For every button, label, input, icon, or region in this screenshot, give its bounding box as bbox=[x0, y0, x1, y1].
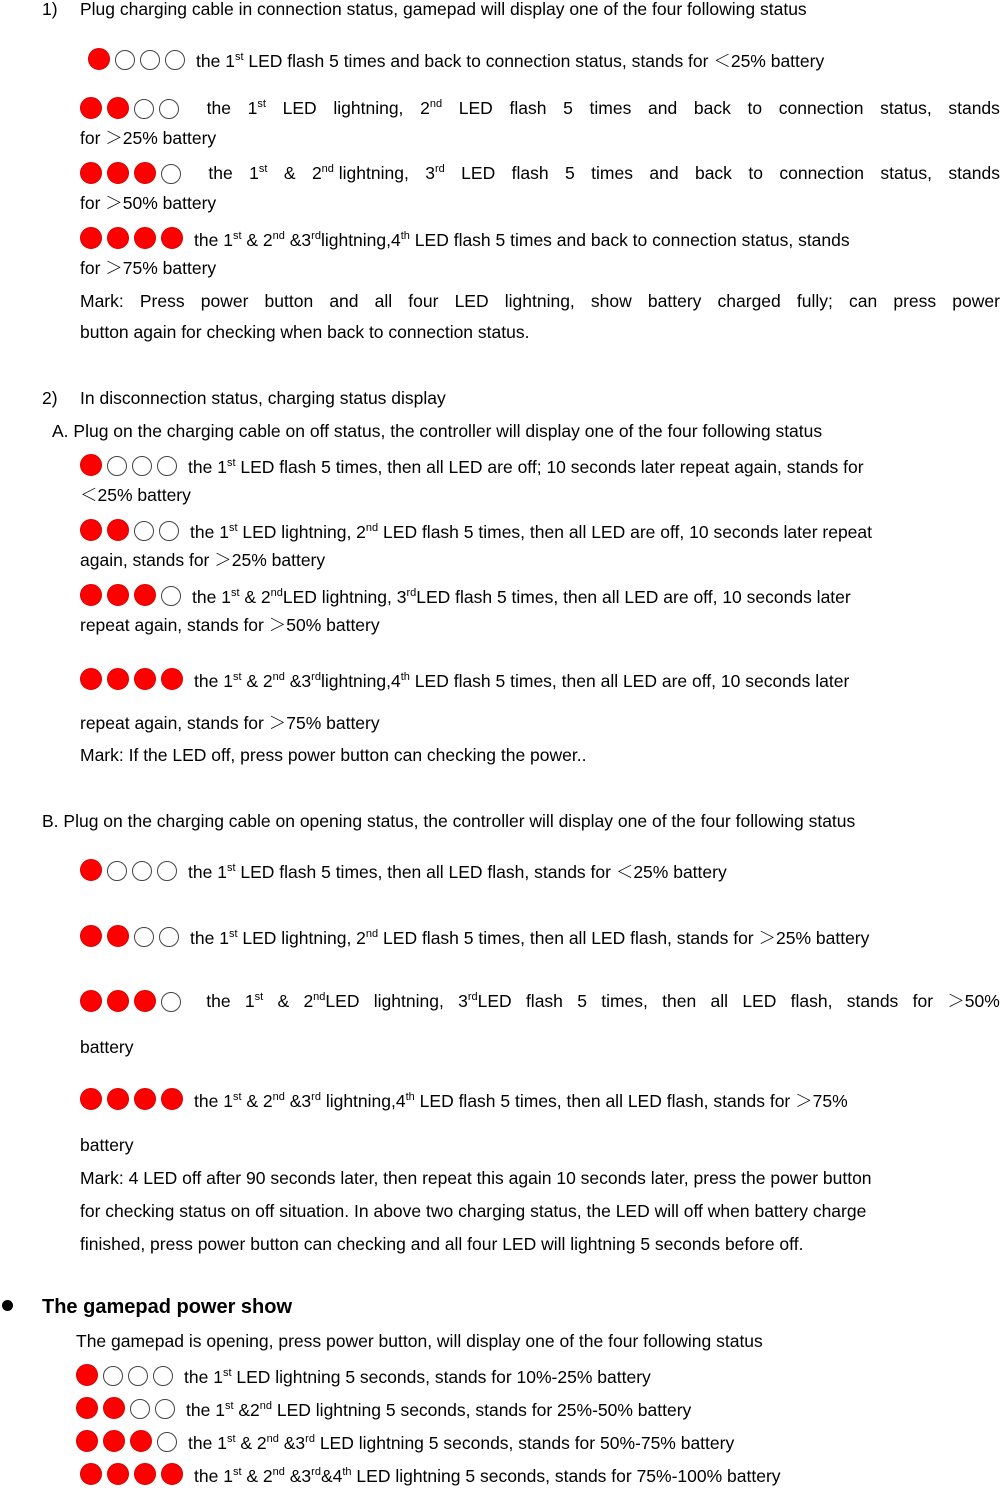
led-on-icon bbox=[80, 668, 102, 690]
s1-item-3-cont: for ＞50% battery bbox=[80, 193, 217, 213]
a-item-1 bbox=[80, 454, 864, 481]
status-description: the 1st &2nd LED lightning 5 seconds, stands for 25%-50% battery bbox=[186, 1400, 692, 1420]
led-on-icon bbox=[107, 1463, 129, 1485]
status-word: 5 bbox=[563, 98, 573, 118]
led-off-icon bbox=[132, 456, 152, 476]
status-description: the 1st & 2nd &3rdlightning,4th LED flash 5 times and back to connection status, stands bbox=[194, 230, 850, 250]
status-word: back bbox=[694, 163, 732, 183]
status-word: flash bbox=[525, 991, 563, 1011]
bullet-icon bbox=[2, 1300, 13, 1311]
b-mark-line-3: finished, press power button can checking and all four LED will lightning 5 seconds before off. bbox=[80, 1234, 804, 1254]
part-a-title: A. Plug on the charging cable on off status, the controller will display one of the four following status bbox=[52, 421, 823, 441]
status-word: the bbox=[206, 98, 231, 118]
led-off-icon bbox=[140, 50, 160, 70]
p-item-1 bbox=[76, 1364, 651, 1391]
mark-word: fully; bbox=[796, 291, 833, 311]
status-word: LED bbox=[742, 991, 777, 1011]
led-on-icon bbox=[134, 162, 156, 184]
status-word: flash, bbox=[790, 991, 833, 1011]
mark-word: button bbox=[264, 291, 314, 311]
b-item-3-cont: battery bbox=[80, 1037, 134, 1057]
led-indicator-group bbox=[80, 925, 184, 952]
led-indicator-group bbox=[80, 519, 184, 546]
led-on-icon bbox=[134, 227, 156, 249]
p-item-4 bbox=[80, 1463, 781, 1490]
led-indicator-group bbox=[80, 668, 188, 695]
a-item-2 bbox=[80, 519, 872, 546]
led-indicator-group bbox=[88, 48, 190, 75]
status-word: LED bbox=[461, 163, 496, 183]
status-word: status, bbox=[880, 98, 932, 118]
status-description: the 1st LED flash 5 times and back to connection status, stands for ＜25% battery bbox=[196, 51, 825, 71]
b-item-1 bbox=[80, 859, 727, 886]
led-on-icon bbox=[134, 584, 156, 606]
s1-item-2 bbox=[80, 97, 1000, 124]
a-item-3 bbox=[80, 584, 851, 611]
led-on-icon bbox=[80, 519, 102, 541]
mark-word: show bbox=[590, 291, 632, 311]
status-description: the 1st LED lightning, 2nd LED flash 5 times, then all LED are off, 10 seconds later repeat bbox=[190, 522, 873, 542]
status-word: to bbox=[747, 98, 763, 118]
a-item-3-cont: repeat again, stands for ＞50% battery bbox=[80, 615, 380, 635]
led-off-icon bbox=[157, 456, 177, 476]
led-indicator-group bbox=[80, 859, 182, 886]
led-on-icon bbox=[134, 1088, 156, 1110]
status-word: and bbox=[649, 163, 679, 183]
a-item-4-cont: repeat again, stands for ＞75% battery bbox=[80, 713, 380, 733]
b-mark-line-2: for checking status on off situation. In above two charging status, the LED will off when battery charge bbox=[80, 1201, 867, 1221]
led-indicator-group bbox=[80, 990, 186, 1017]
status-word: LED bbox=[458, 98, 493, 118]
b-item-3 bbox=[80, 990, 1000, 1017]
status-word: 3rd bbox=[425, 163, 445, 183]
led-off-icon bbox=[155, 1399, 175, 1419]
status-word: stands bbox=[846, 991, 899, 1011]
status-word: the bbox=[206, 991, 231, 1011]
mark-word: LED bbox=[454, 291, 489, 311]
led-on-icon bbox=[80, 454, 102, 476]
led-on-icon bbox=[161, 1088, 183, 1110]
s1-item-4-cont: for ＞75% battery bbox=[80, 258, 217, 278]
led-on-icon bbox=[107, 519, 129, 541]
status-word: and bbox=[648, 98, 678, 118]
status-word: 3rdLED bbox=[458, 991, 512, 1011]
status-word: & bbox=[283, 163, 296, 183]
power-show-intro: The gamepad is opening, press power button, will display one of the four following status bbox=[76, 1331, 763, 1351]
led-on-icon bbox=[76, 1430, 98, 1452]
s1-item-3 bbox=[80, 162, 1000, 189]
led-on-icon bbox=[103, 1397, 125, 1419]
led-off-icon bbox=[159, 99, 179, 119]
s1-item-2-cont: for ＞25% battery bbox=[80, 128, 217, 148]
a-item-4 bbox=[80, 668, 849, 695]
a-mark: Mark: If the LED off, press power button can checking the power.. bbox=[80, 745, 587, 765]
led-off-icon bbox=[132, 861, 152, 881]
b-item-4-cont: battery bbox=[80, 1135, 134, 1155]
led-on-icon bbox=[80, 1463, 102, 1485]
status-word: 1st bbox=[249, 163, 268, 183]
p-item-2 bbox=[76, 1397, 691, 1424]
status-word: lightning, bbox=[333, 98, 404, 118]
led-indicator-group bbox=[80, 1088, 188, 1115]
led-on-icon bbox=[80, 584, 102, 606]
b-mark-line-1: Mark: 4 LED off after 90 seconds later, then repeat this again 10 seconds later, press the power button bbox=[80, 1168, 872, 1188]
status-description: the 1st LED lightning, 2nd LED flash 5 times, then all LED flash, stands for ＞25% battery bbox=[190, 928, 870, 948]
led-off-icon bbox=[134, 521, 154, 541]
led-off-icon bbox=[159, 521, 179, 541]
led-off-icon bbox=[161, 992, 181, 1012]
led-off-icon bbox=[128, 1366, 148, 1386]
led-on-icon bbox=[107, 925, 129, 947]
led-on-icon bbox=[80, 97, 102, 119]
led-indicator-group bbox=[80, 454, 182, 481]
status-word: 1st bbox=[247, 98, 266, 118]
status-word: 5 bbox=[565, 163, 575, 183]
led-indicator-group bbox=[76, 1430, 182, 1457]
status-word: flash bbox=[509, 98, 547, 118]
led-on-icon bbox=[107, 162, 129, 184]
section-2-number: 2) bbox=[42, 388, 58, 408]
mark-word: power bbox=[200, 291, 249, 311]
power-show-heading: The gamepad power show bbox=[42, 1296, 293, 1318]
status-word: times bbox=[589, 98, 632, 118]
mark-word: four bbox=[408, 291, 439, 311]
led-on-icon bbox=[80, 990, 102, 1012]
led-on-icon bbox=[107, 584, 129, 606]
status-word: stands bbox=[948, 98, 1000, 118]
led-off-icon bbox=[134, 927, 154, 947]
status-word: times, bbox=[601, 991, 648, 1011]
mark-word: press bbox=[893, 291, 937, 311]
led-off-icon bbox=[159, 927, 179, 947]
status-word: flash bbox=[511, 163, 549, 183]
led-on-icon bbox=[107, 668, 129, 690]
b-item-2 bbox=[80, 925, 869, 952]
led-on-icon bbox=[134, 668, 156, 690]
led-on-icon bbox=[76, 1397, 98, 1419]
mark-word: power bbox=[952, 291, 1000, 311]
led-off-icon bbox=[103, 1366, 123, 1386]
led-on-icon bbox=[80, 162, 102, 184]
led-on-icon bbox=[161, 668, 183, 690]
part-b-title: B. Plug on the charging cable on opening status, the controller will display one of the four following status bbox=[42, 811, 856, 831]
status-description: the 1st & 2nd &3rdlightning,4th LED flash 5 times, then all LED are off, 10 seconds later bbox=[194, 671, 850, 691]
status-description: the 1st & 2nd &3rd&4th LED lightning 5 seconds, stands for 75%-100% battery bbox=[194, 1466, 781, 1486]
led-off-icon bbox=[161, 586, 181, 606]
b-item-4 bbox=[80, 1088, 848, 1115]
led-off-icon bbox=[157, 1432, 177, 1452]
status-word: the bbox=[208, 163, 233, 183]
status-word: LED bbox=[282, 98, 317, 118]
status-description: the 1st & 2nd &3rd LED lightning 5 seconds, stands for 50%-75% battery bbox=[188, 1433, 735, 1453]
p-item-3 bbox=[76, 1430, 734, 1457]
led-off-icon bbox=[134, 99, 154, 119]
led-on-icon bbox=[80, 859, 102, 881]
section-2-title: In disconnection status, charging status display bbox=[80, 388, 446, 408]
status-word: 2nd bbox=[420, 98, 443, 118]
s1-item-4 bbox=[80, 227, 850, 254]
status-word: back bbox=[693, 98, 731, 118]
a-item-2-cont: again, stands for ＞25% battery bbox=[80, 550, 326, 570]
status-word: lightning, bbox=[373, 991, 444, 1011]
status-description: the 1st & 2ndLED lightning, 3rdLED flash 5 times, then all LED are off, 10 seconds later bbox=[192, 587, 851, 607]
status-word: to bbox=[748, 163, 763, 183]
status-word: connection bbox=[779, 163, 865, 183]
mark-word: can bbox=[849, 291, 878, 311]
led-off-icon bbox=[157, 861, 177, 881]
mark-word: Press bbox=[139, 291, 185, 311]
led-on-icon bbox=[107, 990, 129, 1012]
section-1-number: 1) bbox=[42, 0, 58, 19]
led-indicator-group bbox=[76, 1364, 178, 1391]
led-on-icon bbox=[161, 1463, 183, 1485]
led-on-icon bbox=[103, 1430, 125, 1452]
mark-word: all bbox=[374, 291, 393, 311]
led-indicator-group bbox=[76, 1397, 180, 1424]
led-on-icon bbox=[80, 227, 102, 249]
status-word: stands bbox=[948, 163, 1000, 183]
led-off-icon bbox=[153, 1366, 173, 1386]
led-on-icon bbox=[134, 990, 156, 1012]
mark-word: lightning, bbox=[504, 291, 575, 311]
status-word: then bbox=[662, 991, 697, 1011]
led-indicator-group bbox=[80, 162, 186, 189]
s1-item-1 bbox=[88, 48, 824, 75]
status-word: times bbox=[591, 163, 633, 183]
mark-word: and bbox=[329, 291, 359, 311]
s1-mark-line-1 bbox=[80, 290, 1000, 312]
led-off-icon bbox=[107, 861, 127, 881]
status-word: connection bbox=[778, 98, 864, 118]
a-item-1-cont: ＜25% battery bbox=[80, 485, 191, 505]
mark-word: charged bbox=[717, 291, 781, 311]
led-on-icon bbox=[130, 1430, 152, 1452]
led-on-icon bbox=[76, 1364, 98, 1386]
led-indicator-group bbox=[80, 1463, 188, 1490]
status-description: the 1st LED flash 5 times, then all LED flash, stands for ＜25% battery bbox=[188, 862, 727, 882]
s1-mark-line-2: button again for checking when back to connection status. bbox=[80, 322, 530, 342]
status-word: for bbox=[912, 991, 934, 1011]
status-word: status, bbox=[880, 163, 932, 183]
led-on-icon bbox=[161, 227, 183, 249]
mark-word: battery bbox=[647, 291, 702, 311]
led-on-icon bbox=[107, 227, 129, 249]
led-on-icon bbox=[107, 97, 129, 119]
led-indicator-group bbox=[80, 97, 184, 124]
led-off-icon bbox=[130, 1399, 150, 1419]
status-description: the 1st & 2nd &3rd lightning,4th LED flash 5 times, then all LED flash, stands for ＞75% bbox=[194, 1091, 848, 1111]
section-1-title: Plug charging cable in connection status, gamepad will display one of the four following status bbox=[80, 0, 807, 19]
led-indicator-group bbox=[80, 584, 186, 611]
led-off-icon bbox=[107, 456, 127, 476]
status-word: 5 bbox=[577, 991, 587, 1011]
led-on-icon bbox=[134, 1463, 156, 1485]
status-word: 2ndLED bbox=[303, 991, 360, 1011]
status-description: the 1st LED flash 5 times, then all LED are off; 10 seconds later repeat again, stands for bbox=[188, 457, 864, 477]
status-word: all bbox=[710, 991, 729, 1011]
led-on-icon bbox=[88, 48, 110, 70]
status-description: the 1st LED lightning 5 seconds, stands for 10%-25% battery bbox=[184, 1367, 651, 1387]
led-on-icon bbox=[80, 1088, 102, 1110]
led-off-icon bbox=[161, 164, 181, 184]
status-word: ＞50% bbox=[947, 991, 1000, 1011]
status-word: 1st bbox=[244, 991, 264, 1011]
led-on-icon bbox=[80, 925, 102, 947]
led-on-icon bbox=[107, 1088, 129, 1110]
led-off-icon bbox=[115, 50, 135, 70]
mark-word: Mark: bbox=[80, 291, 124, 311]
status-word: 2nd lightning, bbox=[311, 163, 409, 183]
led-indicator-group bbox=[80, 227, 188, 254]
led-off-icon bbox=[165, 50, 185, 70]
status-word: & bbox=[277, 991, 290, 1011]
